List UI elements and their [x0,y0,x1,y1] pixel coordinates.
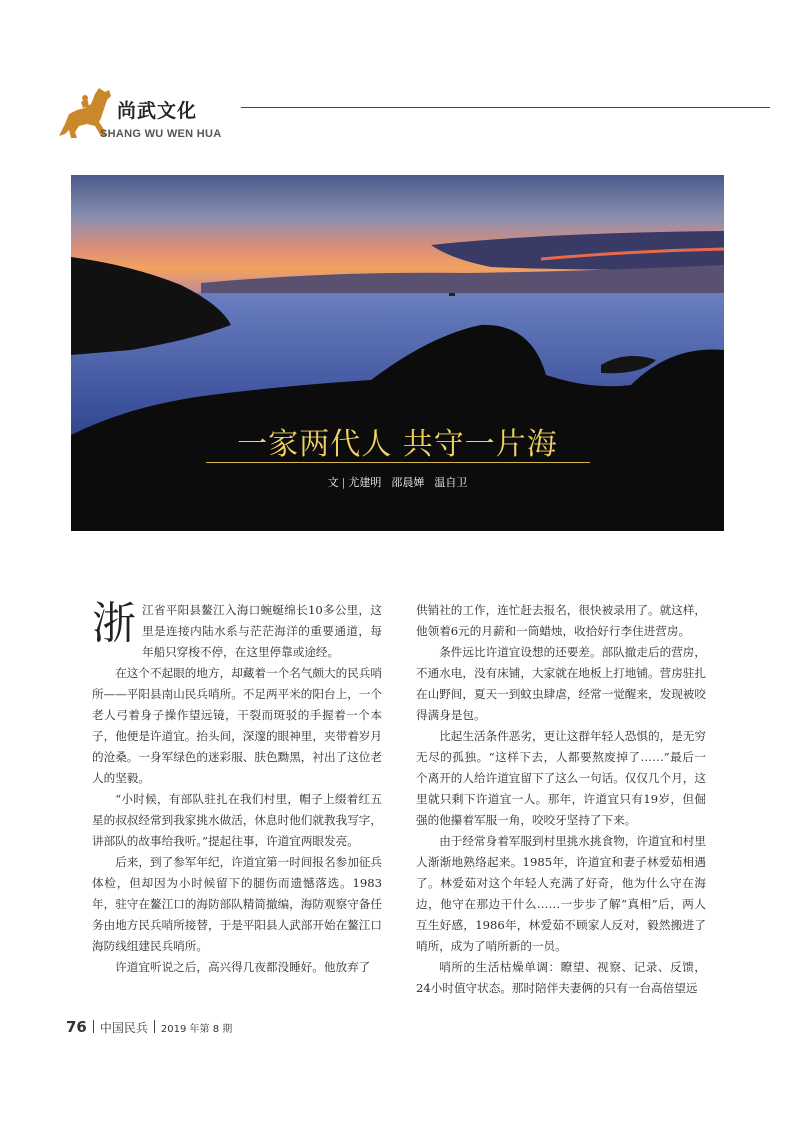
byline [71,474,724,490]
section-title-pinyin: SHANG WU WEN HUA [100,128,222,140]
paragraph: 条件远比许道宜设想的还要差。部队撤走后的营房，不通水电，没有床铺，大家就在地板上打地铺。营房驻扎在山野间，夏天一到蚊虫肆虐，经常一觉醒来，发现被咬得满身是包。 [416,645,706,722]
page-number: 76 [66,1018,87,1036]
paragraph: 哨所的生活枯燥单调：瞭望、视察、记录、反馈，24小时值守状态。那时陪伴夫妻俩的只有一台高倍望远 [416,960,706,995]
article-column-left [92,600,382,978]
byline-separator: | [341,476,346,489]
paragraph: 许道宜听说之后，高兴得几夜都没睡好。他放弃了 [115,960,371,974]
paragraph-text: 江省平阳县鳌江入海口蜿蜒绵长10多公里，这里是连接内陆水系与茫茫海洋的重要通道，每年船只穿梭不停，在这里停靠或途经。 [142,603,382,659]
hero-image [71,175,724,531]
title-divider [206,462,590,463]
paragraph: 由于经常身着军服到村里挑水挑食物，许道宜和村里人渐渐地熟络起来。1985年，许道宜和妻子林爱茹相遇了。林爱茹对这个年轻人充满了好奇，他为什么守在海边，他守在那边干什么……一步步了解“真相”后，两人互生好感，1986年，林爱茹不顾家人反对，毅然搬进了哨所，成为了哨所新的一员。 [416,834,706,953]
drop-cap: 浙 [92,598,136,649]
footer-divider [93,1020,94,1033]
author-name: 尤建明 [348,476,382,489]
article-column-right [416,600,706,999]
author-name: 邵晨婵 [391,476,425,489]
footer-divider [154,1020,155,1033]
paragraph: 在这个不起眼的地方，却藏着一个名气颇大的民兵哨所——平阳县南山民兵哨所。不足两平米的阳台上，一个老人弓着身子操作望远镜，干裂而斑驳的手握着一个本子，他便是许道宜。抬头间，深邃的眼神里，夹带着岁月的沧桑。一身军绿色的迷彩服、肤色黝黑，衬出了这位老人的坚毅。 [92,666,382,785]
paragraph: 后来，到了参军年纪，许道宜第一时间报名参加征兵体检，但却因为小时候留下的腿伤而遗憾落选。1983年，驻守在鳌江口的海防部队精简撤编，海防观察守备任务由地方民兵哨所接替，于是平阳县人武部开始在鳌江口海防线组建民兵哨所。 [92,855,382,953]
paragraph: “小时候，有部队驻扎在我们村里，帽子上缀着红五星的叔叔经常到我家挑水做活，休息时他们就教我写字，讲部队的故事给我听。”提起往事，许道宜两眼发亮。 [92,792,382,848]
paragraph: 比起生活条件恶劣，更让这群年轻人恐惧的，是无穷无尽的孤独。“这样下去，人都要熬废掉了……”最后一个离开的人给许道宜留下了这么一句话。仅仅几个月，这里就只剩下许道宜一人。那年，许道宜只有19岁，但倔强的他攥着军服一角，咬咬牙坚持了下来。 [416,729,706,827]
section-header [55,84,770,144]
header-divider [241,107,770,108]
byline-prefix: 文 [327,476,339,489]
magazine-name: 中国民兵 [99,1021,148,1035]
paragraph: 供销社的工作，连忙赶去报名，很快被录用了。就这样，他领着6元的月薪和一筒蜡烛，收拾好行李住进营房。 [416,603,706,638]
issue-label: 2019 年第 8 期 [160,1024,233,1035]
author-name: 温自卫 [434,476,468,489]
article-title: 一家两代人 共守一片海 [237,427,558,462]
paragraph [92,600,382,663]
page-footer [66,1017,232,1036]
section-title: 尚武文化 [117,100,198,122]
